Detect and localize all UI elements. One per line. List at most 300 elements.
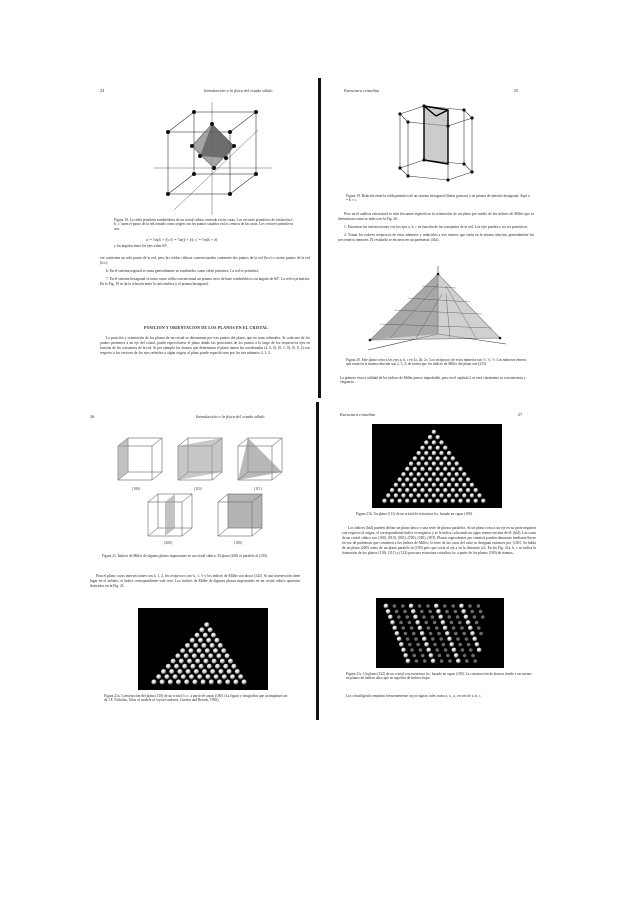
page-header: Estructura cristalina [344, 88, 380, 93]
atom-ball [390, 620, 395, 625]
atom-ball [434, 604, 439, 609]
cube-label: (200) [164, 541, 172, 545]
section-body: La posición y orientación de los planos de un cristal se determinan por tres puntos del plano, que no sean colineales. Si cada uno de los puntos pertenece a un eje del cristal, puede especificarse el plano dando las posiciones de los puntos a lo largo de los respectivos ejes en función de las constantes de la red. Si por ejemplo los átomos que determinan el plano tienen las coordenadas (4, 0, 0), (0, 1, 0), (0, 0, 2) con respecto a los vectores de los ejes referidos a algún origen, el plano puede especificarse por los tres números 4, 1, 2. [100, 336, 310, 356]
footnote: La primera vista a utilidad de los índices de Miller parece improbable, pero en el capítulo 2 se verá claramente su conveniencia y elegancia. [340, 376, 526, 385]
atom-ball [238, 674, 243, 679]
atom-ball [184, 653, 189, 658]
atom-ball [470, 493, 475, 498]
atom-ball [420, 477, 425, 482]
atom-ball [420, 446, 425, 451]
atom-ball [442, 643, 446, 647]
atom-ball [420, 610, 424, 614]
atom-ball [200, 653, 205, 658]
atom-ball [439, 637, 443, 641]
atom-ball [390, 488, 395, 493]
atom-ball [202, 669, 207, 674]
atom-ball [443, 456, 448, 461]
atom-ball [436, 488, 441, 493]
atom-ball [418, 604, 422, 608]
atom-ball [432, 493, 437, 498]
atom-ball [432, 451, 437, 456]
atom-ball [464, 615, 469, 620]
atom-ball [424, 451, 429, 456]
cube-label: (100) [132, 487, 140, 491]
atom-ball [438, 615, 443, 620]
atom-ball [444, 648, 448, 652]
page-header: Introducción a la física del estado sólido [204, 88, 273, 93]
atom-ball [424, 462, 429, 467]
atom-ball [399, 621, 403, 625]
atom-ball [398, 488, 403, 493]
atom-ball [394, 493, 399, 498]
page-24 [100, 78, 314, 398]
figure-21-miller-cubes [108, 430, 288, 546]
page-edge-rule [318, 78, 321, 398]
atom-ball [432, 483, 437, 488]
figure-18-fcc-cell [154, 102, 274, 217]
atom-ball [462, 472, 467, 477]
page-26 [88, 402, 302, 720]
atom-ball [222, 674, 227, 679]
atom-ball [469, 648, 473, 652]
paragraph: 7. En el sistema hexagonal se toma como celda convencional un prisma recto de base romboédrica con ángulo de 60°. La red es primitiva. En la Fig. 19 se da la relación entre la red rómbica y el prisma hexagonal. [100, 277, 310, 287]
atom-ball [471, 654, 475, 658]
atom-ball [451, 477, 456, 482]
figure-21a-photo [138, 608, 268, 690]
atom-ball [481, 499, 486, 504]
atom-ball [436, 477, 441, 482]
atom-ball [428, 456, 433, 461]
atom-ball [452, 648, 457, 653]
atom-ball [156, 674, 161, 679]
atom-ball [436, 435, 441, 440]
atom-ball [405, 499, 410, 504]
atom-ball [447, 637, 452, 642]
atom-ball [432, 430, 437, 435]
atom-ball [415, 620, 420, 625]
atom-ball [458, 499, 463, 504]
page-25 [338, 78, 538, 398]
atom-ball [436, 499, 441, 504]
atom-ball [395, 610, 399, 614]
atom-ball [417, 493, 422, 498]
atom-ball [199, 627, 204, 632]
atom-ball [458, 477, 463, 482]
atom-ball [386, 609, 391, 614]
atom-ball [439, 462, 444, 467]
atom-ball [456, 637, 460, 641]
atom-ball [181, 674, 186, 679]
atom-ball [458, 621, 462, 625]
figure-21c-caption: Figura 21c. Un plano (122) de un cristal con estructura fcc, basado en capas (100). La construcción de átomos tiende a ser menos en planos de índices altos que en aquellos de índices bajos. [346, 672, 532, 681]
atom-ball [401, 648, 406, 653]
atom-ball [403, 653, 408, 658]
atom-ball [428, 488, 433, 493]
atom-ball [438, 654, 442, 658]
atom-ball [466, 477, 471, 482]
atom-ball [455, 493, 460, 498]
atom-ball [432, 462, 437, 467]
atom-ball [473, 615, 477, 619]
paragraph: 2. Tomar los valores recíprocos de estos números y reducirlos a tres enteros que estén en la misma relación, generalmente los tres enteros menores. El resultado se encierra en un paréntesis: (hkl). [338, 233, 534, 243]
atom-ball [417, 472, 422, 477]
atom-ball [456, 659, 461, 664]
atom-ball [182, 664, 187, 669]
atom-ball [415, 659, 419, 663]
atom-ball [401, 483, 406, 488]
atom-ball [466, 499, 471, 504]
atom-ball [420, 631, 425, 636]
atom-ball [451, 456, 456, 461]
atom-ball [420, 499, 425, 504]
atom-ball [449, 642, 454, 647]
atom-ball [174, 664, 179, 669]
atom-ball [451, 488, 456, 493]
atom-ball [439, 493, 444, 498]
atom-ball [456, 615, 460, 619]
atom-ball [225, 679, 230, 684]
atom-ball [458, 488, 463, 493]
atom-ball [409, 493, 414, 498]
atom-ball [443, 499, 448, 504]
atom-ball [440, 659, 444, 663]
atom-ball [160, 679, 165, 684]
atom-ball [439, 483, 444, 488]
atom-ball [441, 620, 446, 625]
paragraph: ver contienen un solo punto de la red, pero las celdas cúbicas convencionales contienen dos puntos de la red (bcc) o cuatro puntos de la red (fcc). [100, 256, 310, 266]
atom-ball [445, 631, 450, 636]
page-number: 24 [100, 88, 105, 93]
atom-ball [439, 440, 444, 445]
atom-ball [445, 610, 449, 614]
atom-ball [422, 615, 426, 619]
atom-ball [437, 632, 441, 636]
atom-ball [417, 483, 422, 488]
atom-ball [422, 637, 427, 642]
fcc-111-atom-model [372, 424, 502, 508]
atom-ball [190, 638, 195, 643]
atom-ball [426, 648, 431, 653]
atom-ball [206, 638, 211, 643]
atom-ball [433, 621, 437, 625]
atom-ball [462, 493, 467, 498]
atom-ball [465, 637, 469, 641]
atom-ball [428, 610, 432, 614]
atom-ball [397, 615, 401, 619]
atom-ball [424, 483, 429, 488]
page-number: 27 [518, 412, 523, 417]
atom-ball [463, 654, 467, 658]
cube-label: (100) [234, 541, 242, 545]
atom-ball [462, 632, 466, 636]
atom-ball [189, 674, 194, 679]
figure-20-caption: Figura 20. Este plano corta a los ejes a, b, c en 3a, 2b, 2c. Los recíprocos de estos números son ⅓, ½, ½. Los números enteros que están en la misma relación son 2, 3, 3; de forma que los índices de Miller del plano son (233). [346, 358, 527, 367]
atom-ball [388, 615, 393, 620]
atom-ball [436, 446, 441, 451]
figure-21c-photo [376, 598, 504, 668]
page-27 [338, 402, 538, 720]
body-text [338, 212, 534, 246]
atom-ball [455, 472, 460, 477]
figure-21b-caption: Figura 21b. Un plano (111) de un cristal de estructura fcc, basado en capas (100). [356, 512, 473, 516]
atom-ball [227, 669, 232, 674]
atom-ball [169, 669, 174, 674]
atom-ball [417, 451, 422, 456]
fcc-110-atom-model [138, 608, 268, 690]
atom-ball [409, 604, 414, 609]
atom-ball [401, 472, 406, 477]
atom-ball [235, 669, 240, 674]
atom-ball [398, 499, 403, 504]
atom-ball [173, 674, 178, 679]
atom-ball [210, 669, 215, 674]
atom-ball [413, 467, 418, 472]
atom-ball [454, 610, 458, 614]
atom-ball [420, 456, 425, 461]
atom-ball [210, 643, 215, 648]
atom-ball [458, 643, 462, 647]
atom-ball [470, 631, 475, 636]
atom-ball [179, 659, 184, 664]
atom-ball [404, 632, 408, 636]
atom-ball [432, 440, 437, 445]
atom-ball [421, 654, 425, 658]
footnote: Los cristalógrafos emplean frecuentemente cuyos signos; tales como a, a₁, a₂ en vez de a, b, c. [346, 694, 482, 698]
atom-ball [458, 467, 463, 472]
atom-ball [382, 499, 387, 504]
atom-ball [443, 467, 448, 472]
atom-ball [192, 653, 197, 658]
figure-18-equation: a' = ½a(x̂ + ŷ); b' = ½a(ŷ + ẑ); c' = ½a(x̂ + ẑ) [146, 237, 218, 242]
atom-ball [472, 637, 477, 642]
atom-ball [413, 488, 418, 493]
atom-ball [203, 633, 208, 638]
atom-ball [193, 643, 198, 648]
atom-ball [443, 604, 447, 608]
atom-ball [462, 483, 467, 488]
atom-ball [197, 674, 202, 679]
atom-ball [447, 483, 452, 488]
atom-ball [429, 653, 434, 658]
page-edge-rule [316, 402, 319, 720]
atom-ball [204, 622, 209, 627]
atom-ball [406, 659, 411, 664]
body-text: Para el plano cuyas intersecciones son 4, 1, 2, los recíprocos son ¼, 1, ½ y los índices de Miller son ahora (142). Si una intersección tiene lugar en el infinito, el índice correspondiente vale cero. Los índices de Miller de algunos planos importantes en un cristal cúbico aparecen ilustrados en la Fig. 21. [90, 574, 300, 589]
atom-ball [481, 615, 485, 619]
atom-ball [195, 659, 200, 664]
atom-ball [405, 477, 410, 482]
page-header: Introducción a la física del estado sólido [196, 414, 265, 419]
atom-ball [231, 664, 236, 669]
atom-ball [225, 653, 230, 658]
atom-ball [454, 653, 459, 658]
atom-ball [403, 610, 407, 614]
atom-ball [477, 493, 482, 498]
atom-ball [187, 659, 192, 664]
atom-ball [161, 669, 166, 674]
atom-ball [467, 643, 471, 647]
atom-ball [451, 499, 456, 504]
atom-ball [424, 621, 428, 625]
atom-ball [436, 609, 441, 614]
atom-ball [223, 664, 228, 669]
atom-ball [475, 642, 480, 647]
atom-ball [413, 477, 418, 482]
atom-ball [393, 604, 397, 608]
atom-ball [409, 483, 414, 488]
atom-ball [479, 610, 483, 614]
page-header: Estructura cristalina [340, 412, 376, 417]
atom-ball [443, 488, 448, 493]
atom-ball [228, 659, 233, 664]
atom-ball [214, 674, 219, 679]
atom-ball [413, 499, 418, 504]
atom-ball [417, 462, 422, 467]
atom-ball [446, 654, 450, 658]
atom-ball [414, 637, 418, 641]
atom-ball [466, 488, 471, 493]
atom-ball [411, 609, 416, 614]
atom-ball [386, 493, 391, 498]
atom-ball [184, 679, 189, 684]
atom-ball [465, 659, 469, 663]
atom-ball [447, 462, 452, 467]
atom-ball [209, 679, 214, 684]
atom-ball [450, 621, 454, 625]
atom-ball [409, 462, 414, 467]
atom-ball [474, 499, 479, 504]
atom-ball [420, 488, 425, 493]
atom-ball [423, 659, 427, 663]
figure-20-miller-plane [360, 264, 510, 354]
atom-ball [168, 679, 173, 684]
atom-ball [447, 472, 452, 477]
atom-ball [405, 488, 410, 493]
atom-ball [213, 648, 218, 653]
atom-ball [221, 648, 226, 653]
figure-19-hexagonal-prism [394, 104, 478, 188]
figure-18-angles: y los ángulos entre los ejes valen 60°. [114, 244, 169, 248]
atom-ball [185, 643, 190, 648]
fcc-122-atom-model [376, 598, 504, 668]
atom-ball [424, 642, 429, 647]
atom-ball [429, 632, 433, 636]
atom-ball [205, 648, 210, 653]
atom-ball [216, 653, 221, 658]
figure-21-caption: Figura 21. Índices de Miller de algunos planos importantes en un cristal cúbico. El plano (200) es paralelo al (100). [102, 554, 268, 558]
atom-ball [413, 456, 418, 461]
atom-ball [203, 659, 208, 664]
atom-ball [395, 631, 400, 636]
atom-ball [470, 610, 474, 614]
atom-ball [218, 643, 223, 648]
atom-ball [428, 499, 433, 504]
atom-ball [443, 626, 448, 631]
atom-ball [176, 679, 181, 684]
atom-ball [424, 493, 429, 498]
atom-ball [424, 472, 429, 477]
atom-ball [426, 604, 430, 608]
atom-ball [166, 664, 171, 669]
atom-ball [447, 451, 452, 456]
atom-ball [230, 674, 235, 679]
atom-ball [451, 604, 455, 608]
atom-ball [401, 626, 405, 630]
paragraph: 6. En el sistema trigonal se toma generalmente su romboedro como celda primitiva. La red es primitiva. [106, 269, 260, 274]
atom-ball [443, 477, 448, 482]
atom-ball [408, 643, 412, 647]
atom-ball [431, 637, 435, 641]
atom-ball [419, 648, 423, 652]
atom-ball [420, 467, 425, 472]
atom-ball [428, 477, 433, 482]
atom-ball [475, 621, 479, 625]
atom-ball [459, 604, 464, 609]
atom-ball [460, 626, 464, 630]
atom-ball [408, 621, 412, 625]
atom-ball [242, 679, 247, 684]
atom-ball [435, 648, 439, 652]
cube-label: (110) [194, 487, 202, 491]
atom-ball [461, 648, 465, 652]
atom-ball [451, 467, 456, 472]
atom-ball [164, 674, 169, 679]
atom-ball [455, 462, 460, 467]
atom-ball [479, 632, 483, 636]
atom-ball [455, 483, 460, 488]
atom-ball [217, 679, 222, 684]
atom-ball [468, 604, 472, 608]
atom-ball [447, 493, 452, 498]
atom-ball [192, 679, 197, 684]
atom-ball [405, 615, 409, 619]
atom-ball [151, 679, 156, 684]
atom-ball [218, 669, 223, 674]
atom-ball [439, 451, 444, 456]
atom-ball [443, 446, 448, 451]
atom-ball [412, 632, 416, 636]
atom-ball [195, 633, 200, 638]
atom-ball [197, 648, 202, 653]
atom-ball [412, 654, 416, 658]
atom-ball [448, 659, 452, 663]
atom-ball [384, 604, 389, 609]
page-number: 26 [90, 414, 95, 419]
body-text: Los índices (hkl) pueden definir un plano único o una serie de planos paralelos. Si un plano corta a un eje en su parte negativa con respecto al origen, el correspondiente índice es negativo y se le indica colocando un signo menos encima de él: (hk̄l). Las caras de un cristal cúbico son (100), (010), (001), (1̄00), (01̄0), (001̄). Planos equivalentes por simetría pueden denotarse mediante llaves en vez de paréntesis que contienen a los índices de Miller; la serie de las caras del cubo se designan entonces por {100}. Se habla de un plano (200) como de un plano paralelo al (100) pero que corta al eje a en la distancia a/2. En las Fig. 21a, b, c se indica la formación de los planos (110), (111) y (122) para una estructura cristalina fcc a partir de los planos (100) de átomos. [342, 526, 536, 556]
atom-ball [233, 679, 238, 684]
atom-ball [477, 604, 481, 608]
atom-ball [405, 467, 410, 472]
atom-ball [390, 499, 395, 504]
atom-ball [171, 659, 176, 664]
atom-ball [428, 435, 433, 440]
atom-ball [433, 643, 437, 647]
atom-ball [413, 615, 418, 620]
atom-ball [199, 664, 204, 669]
paragraph: Pero en el análisis estructural es más frecuente especificar la orientación de un plano por medio de los índices de Miller que se determinan como se indica en la Fig. 20. [338, 212, 534, 222]
atom-ball [399, 642, 404, 647]
atom-ball [424, 440, 429, 445]
figure-21b-photo [372, 424, 502, 508]
figure-19-caption: Figura 19. Relación entre la celda primitiva de un sistema hexagonal (líneas gruesas) y un prisma de simetría hexagonal. Aquí a = b ≠ c. [346, 194, 530, 203]
atom-ball [207, 664, 212, 669]
atom-ball [447, 615, 451, 619]
atom-ball [201, 643, 206, 648]
atom-ball [466, 620, 471, 625]
atom-ball [477, 626, 481, 630]
atom-ball [205, 674, 210, 679]
atom-ball [409, 472, 414, 477]
